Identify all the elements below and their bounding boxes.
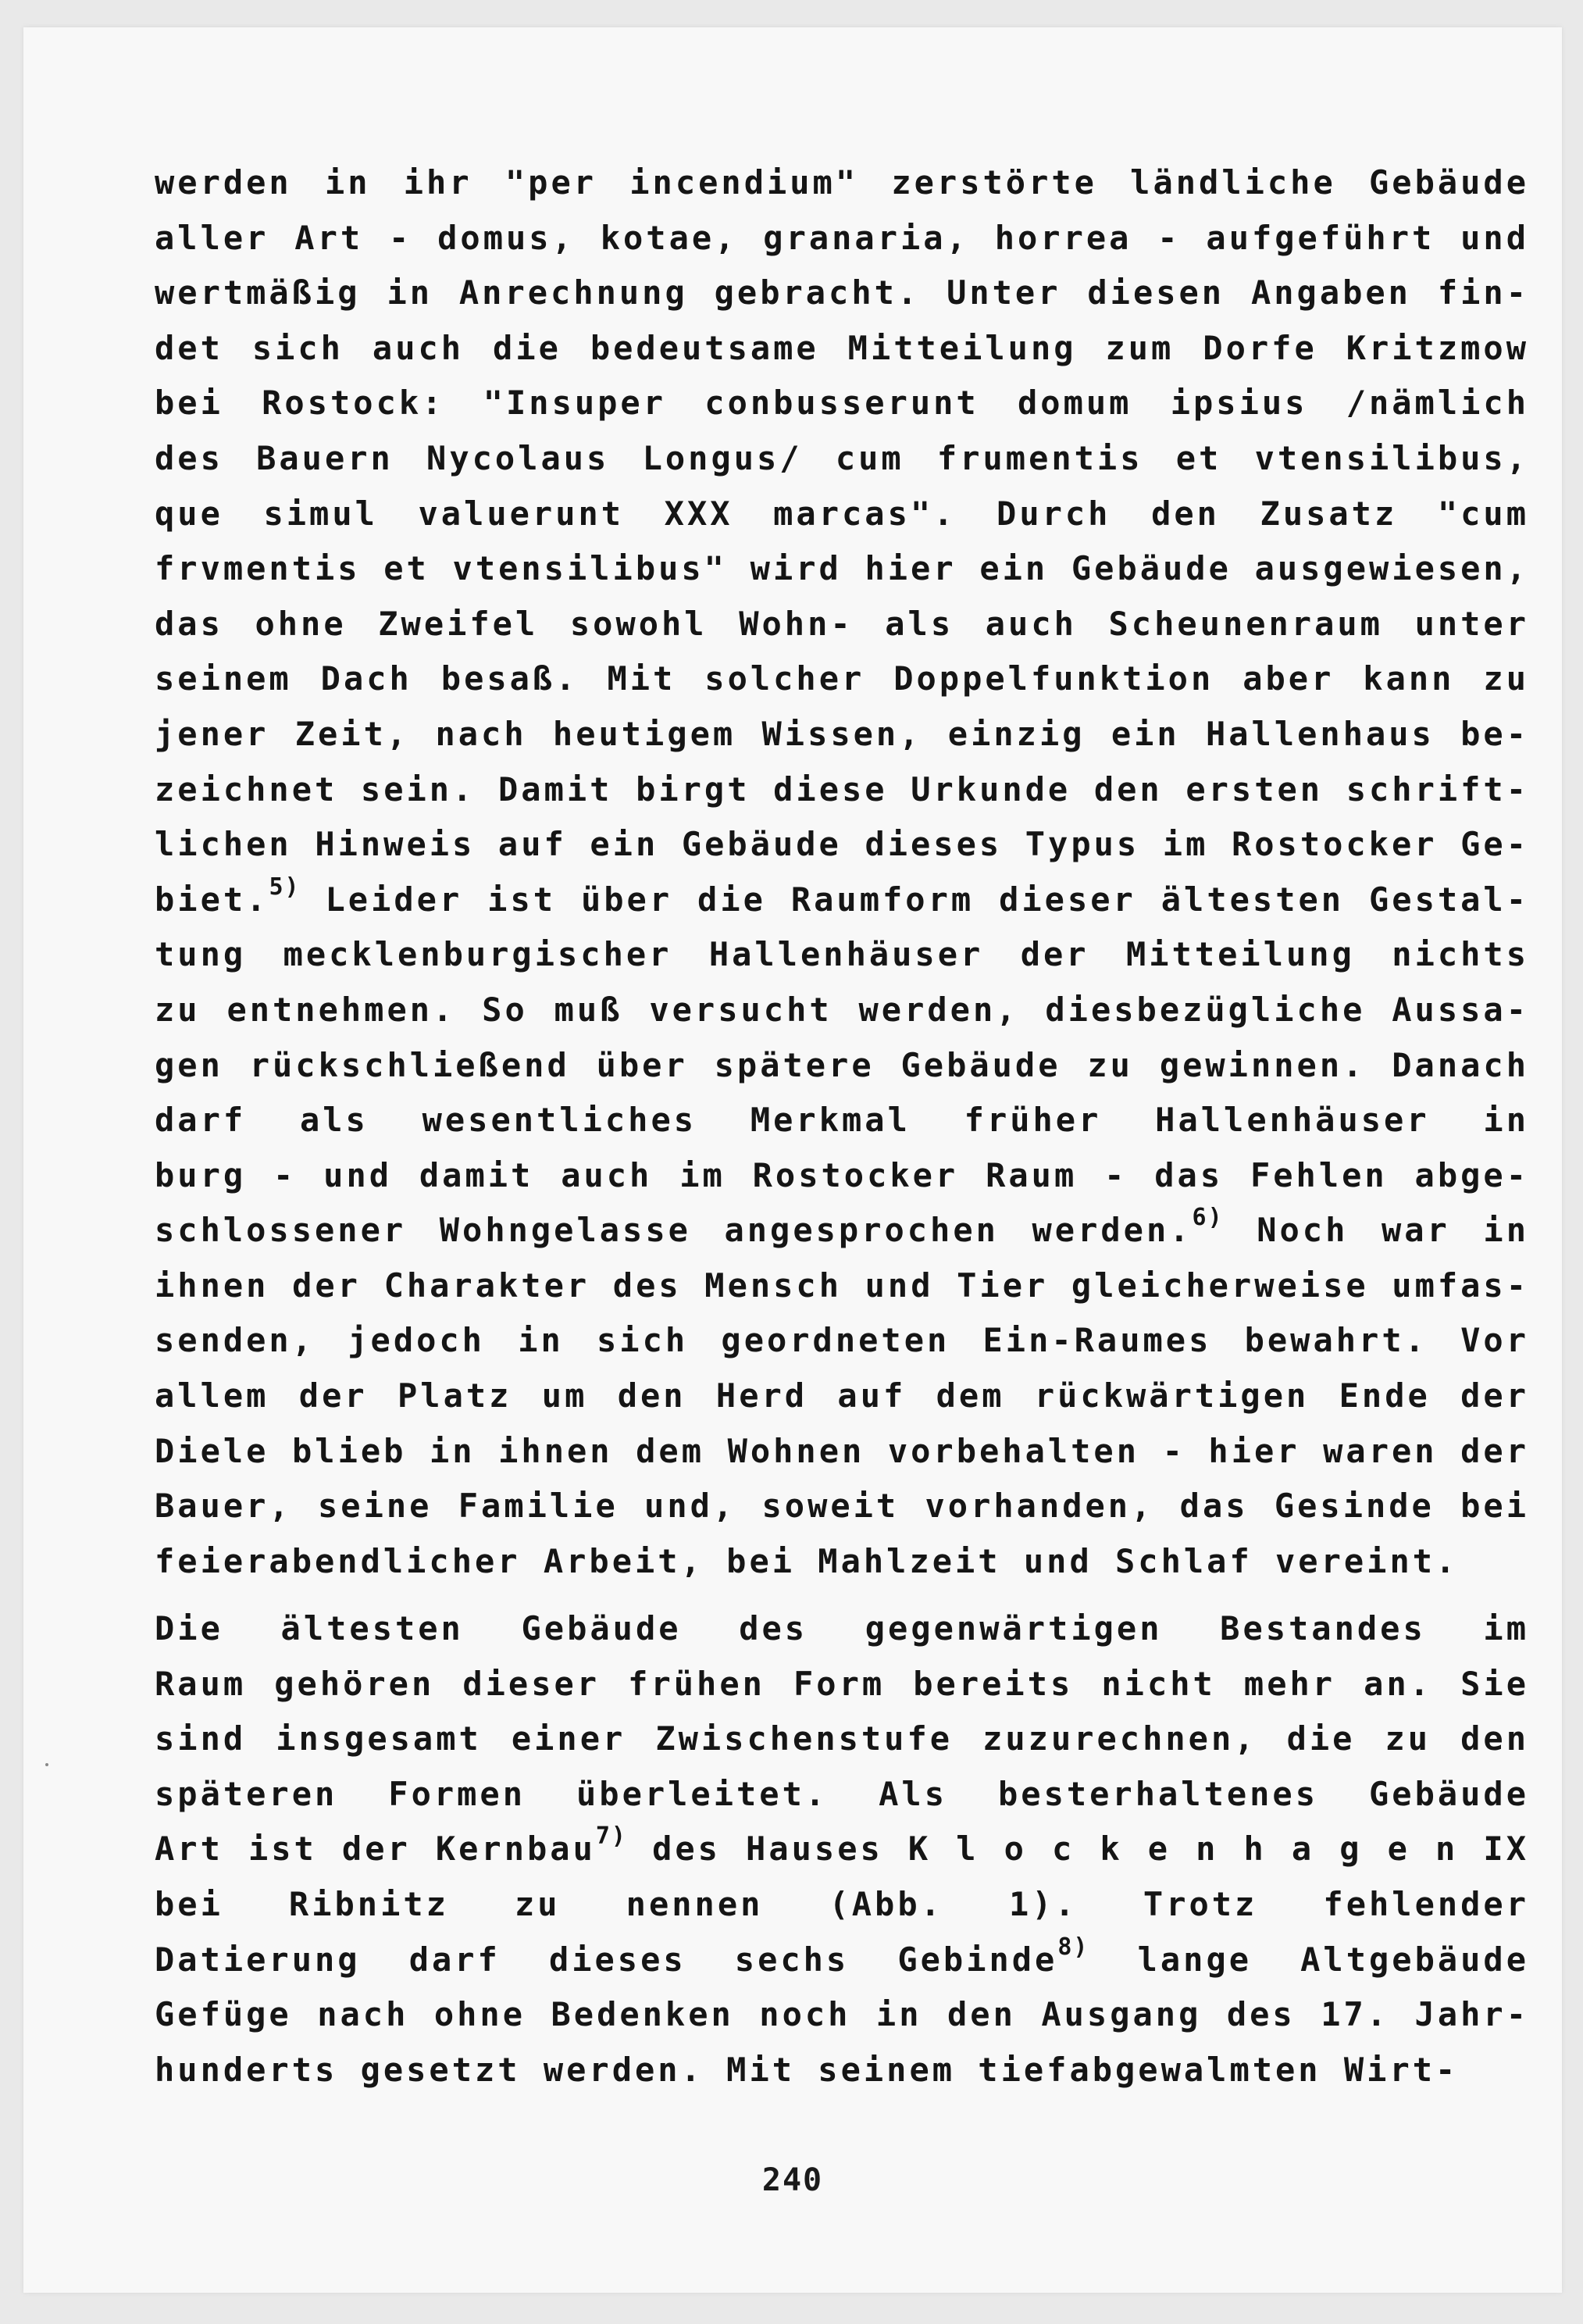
line-text: lange Altgebäude xyxy=(1137,1940,1529,1979)
text-line: det sich auch die bedeutsame Mitteilung zum Dorfe Kritzmow xyxy=(155,328,1529,367)
line-text: Noch war in xyxy=(1223,1211,1529,1250)
text-line: frvmentis et vtensilibus" wird hier ein Gebäude ausgewiesen, xyxy=(155,549,1529,588)
text-line: hunderts gesetzt werden. Mit seinem tiefabgewalmten Wirt- xyxy=(155,2050,1459,2089)
footnote-marker[interactable]: 5) xyxy=(269,873,301,901)
text-line: feierabendlicher Arbeit, bei Mahlzeit und Schlaf vereint. xyxy=(155,1541,1459,1580)
text-line xyxy=(155,1933,1529,1988)
text-line: burg - und damit auch im Rostocker Raum - das Fehlen abge- xyxy=(155,1155,1529,1194)
line-text: schlossener Wohngelasse angesprochen werden. xyxy=(155,1211,1193,1250)
text-line: Diele blieb in ihnen dem Wohnen vorbehalten - hier waren der xyxy=(155,1431,1529,1470)
text-line: gen rückschließend über spätere Gebäude zu gewinnen. Danach xyxy=(155,1045,1529,1084)
text-line: zu entnehmen. So muß versucht werden, diesbezügliche Aussa- xyxy=(155,990,1529,1029)
text-line: des Bauern Nycolaus Longus/ cum frumentis et vtensilibus, xyxy=(155,438,1529,477)
text-line xyxy=(155,1203,1529,1258)
text-line: que simul valuerunt XXX marcas". Durch den Zusatz "cum xyxy=(155,494,1529,533)
scan-speck xyxy=(45,1763,48,1766)
text-line: Bauer, seine Familie und, soweit vorhanden, das Gesinde bei xyxy=(155,1487,1529,1526)
text-line: aller Art - domus, kotae, granaria, horrea - aufgeführt und xyxy=(155,218,1529,257)
document-page xyxy=(23,27,1562,2293)
footnote-marker[interactable]: 6) xyxy=(1192,1204,1224,1232)
text-line: Gefüge nach ohne Bedenken noch in den Ausgang des 17. Jahr- xyxy=(155,1995,1529,2034)
line-text: biet. xyxy=(155,880,269,919)
text-line xyxy=(155,1822,1529,1877)
text-line: wertmäßig in Anrechnung gebracht. Unter diesen Angaben fin- xyxy=(155,273,1529,312)
text-line: seinem Dach besaß. Mit solcher Doppelfunktion aber kann zu xyxy=(155,659,1529,698)
text-line: späteren Formen überleitet. Als besterhaltenes Gebäude xyxy=(155,1774,1529,1813)
text-line: ihnen der Charakter des Mensch und Tier gleicherweise umfas- xyxy=(155,1266,1529,1305)
text-line: Raum gehören dieser frühen Form bereits nicht mehr an. Sie xyxy=(155,1664,1529,1703)
page-number: 240 xyxy=(761,2162,824,2198)
text-line: jener Zeit, nach heutigem Wissen, einzig ein Hallenhaus be- xyxy=(155,714,1529,753)
text-line: Die ältesten Gebäude des gegenwärtigen Bestandes im xyxy=(155,1609,1529,1648)
text-line: werden in ihr "per incendium" zerstörte ländliche Gebäude xyxy=(155,163,1529,202)
text-line xyxy=(155,873,1529,928)
text-line: tung mecklenburgischer Hallenhäuser der Mitteilung nichts xyxy=(155,935,1529,974)
footnote-marker[interactable]: 8) xyxy=(1057,1933,1089,1961)
text-line: lichen Hinweis auf ein Gebäude dieses Typus im Rostocker Ge- xyxy=(155,825,1529,864)
text-line: bei Rostock: "Insuper conbusserunt domum ipsius /nämlich xyxy=(155,384,1529,423)
text-line: bei Ribnitz zu nennen (Abb. 1). Trotz fehlender xyxy=(155,1884,1529,1923)
line-text: des Hauses K l o c k e n h a g e n IX xyxy=(627,1830,1529,1869)
text-line: das ohne Zweifel sowohl Wohn- als auch Scheunenraum unter xyxy=(155,604,1529,643)
text-line: darf als wesentliches Merkmal früher Hallenhäuser in xyxy=(155,1101,1529,1140)
text-line: allem der Platz um den Herd auf dem rückwärtigen Ende der xyxy=(155,1376,1529,1415)
paragraph-1 xyxy=(155,155,1529,1589)
paragraph-2 xyxy=(155,1601,1529,2097)
line-text: Datierung darf dieses sechs Gebinde xyxy=(155,1940,1058,1979)
line-text: Leider ist über die Raumform dieser ältesten Gestal- xyxy=(300,880,1529,919)
line-text: Art ist der Kernbau xyxy=(155,1830,596,1869)
footnote-marker[interactable]: 7) xyxy=(595,1822,627,1851)
text-line: senden, jedoch in sich geordneten Ein-Raumes bewahrt. Vor xyxy=(155,1321,1529,1360)
text-line: zeichnet sein. Damit birgt diese Urkunde den ersten schrift- xyxy=(155,769,1529,809)
text-line: sind insgesamt einer Zwischenstufe zuzurechnen, die zu den xyxy=(155,1719,1529,1758)
